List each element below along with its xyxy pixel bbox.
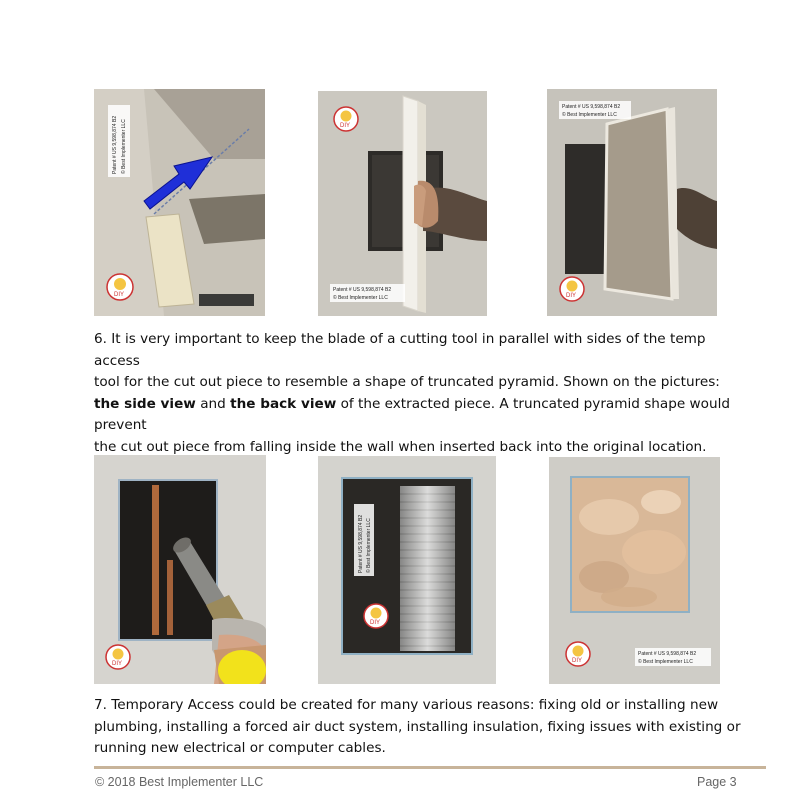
footer-rule bbox=[94, 766, 766, 769]
step-7-paragraph bbox=[94, 695, 754, 760]
patent-watermark: Patent # US 9,598,874 B2 bbox=[112, 115, 118, 174]
step-6-line-2: tool for the cut out piece to resemble a shape of truncated pyramid. Shown on the pictures: bbox=[94, 374, 720, 390]
step-6-line-3-rest: of the extracted piece. A truncated pyramid shape would prevent bbox=[94, 395, 730, 433]
step-6-line-3 bbox=[94, 394, 754, 437]
diy-logo bbox=[106, 645, 130, 669]
diy-logo bbox=[364, 604, 388, 628]
step-7-line-2: plumbing, installing a forced air duct system, installing insulation, fixing issues with existing or bbox=[94, 718, 741, 735]
copyright-watermark: © Best Implementer LLC bbox=[121, 119, 127, 174]
patent-watermark: Patent # US 9,598,874 B2 bbox=[358, 514, 364, 573]
copyright-watermark: © Best Implementer LLC bbox=[366, 518, 372, 573]
svg-text:DIY: DIY bbox=[114, 292, 125, 298]
diy-logo bbox=[566, 642, 590, 666]
svg-text:DIY: DIY bbox=[370, 620, 381, 626]
diy-logo bbox=[560, 277, 584, 301]
step-6-paragraph bbox=[94, 329, 754, 458]
copyright-watermark: © Best Implementer LLC bbox=[333, 295, 388, 301]
copyright-watermark: © Best Implementer LLC bbox=[638, 659, 693, 665]
step-6-line-4: the cut out piece from falling inside the wall when inserted back into the original location. bbox=[94, 438, 707, 455]
step-6-and: and bbox=[195, 395, 231, 412]
step-7-line-1: 7. Temporary Access could be created for many various reasons: fixing old or installing new bbox=[94, 697, 719, 713]
diy-logo bbox=[334, 107, 358, 131]
photo-insulation bbox=[549, 457, 720, 684]
diy-logo bbox=[107, 274, 133, 300]
copyright-watermark: © Best Implementer LLC bbox=[562, 112, 617, 118]
photo-side-view bbox=[318, 91, 487, 316]
svg-text:DIY: DIY bbox=[572, 658, 583, 664]
photo-air-duct bbox=[318, 456, 496, 684]
step-6-line-1: 6. It is very important to keep the blade of a cutting tool in parallel with sides of the temp access bbox=[94, 331, 706, 369]
photo-back-view bbox=[547, 89, 717, 316]
svg-text:DIY: DIY bbox=[340, 123, 351, 129]
footer-copyright: © 2018 Best Implementer LLC bbox=[95, 775, 264, 789]
patent-watermark: Patent # US 9,598,874 B2 bbox=[562, 104, 621, 110]
patent-watermark: Patent # US 9,598,874 B2 bbox=[333, 287, 392, 293]
bold-side-view: the side view bbox=[94, 395, 196, 412]
svg-text:DIY: DIY bbox=[112, 661, 123, 667]
svg-text:DIY: DIY bbox=[566, 293, 577, 299]
page-number: Page 3 bbox=[697, 775, 737, 789]
step-7-line-3: running new electrical or computer cables. bbox=[94, 740, 386, 756]
photo-plumbing bbox=[94, 455, 266, 684]
patent-watermark: Patent # US 9,598,874 B2 bbox=[638, 651, 697, 657]
bold-back-view: the back view bbox=[230, 395, 337, 412]
photo-cut-angle bbox=[94, 89, 265, 316]
